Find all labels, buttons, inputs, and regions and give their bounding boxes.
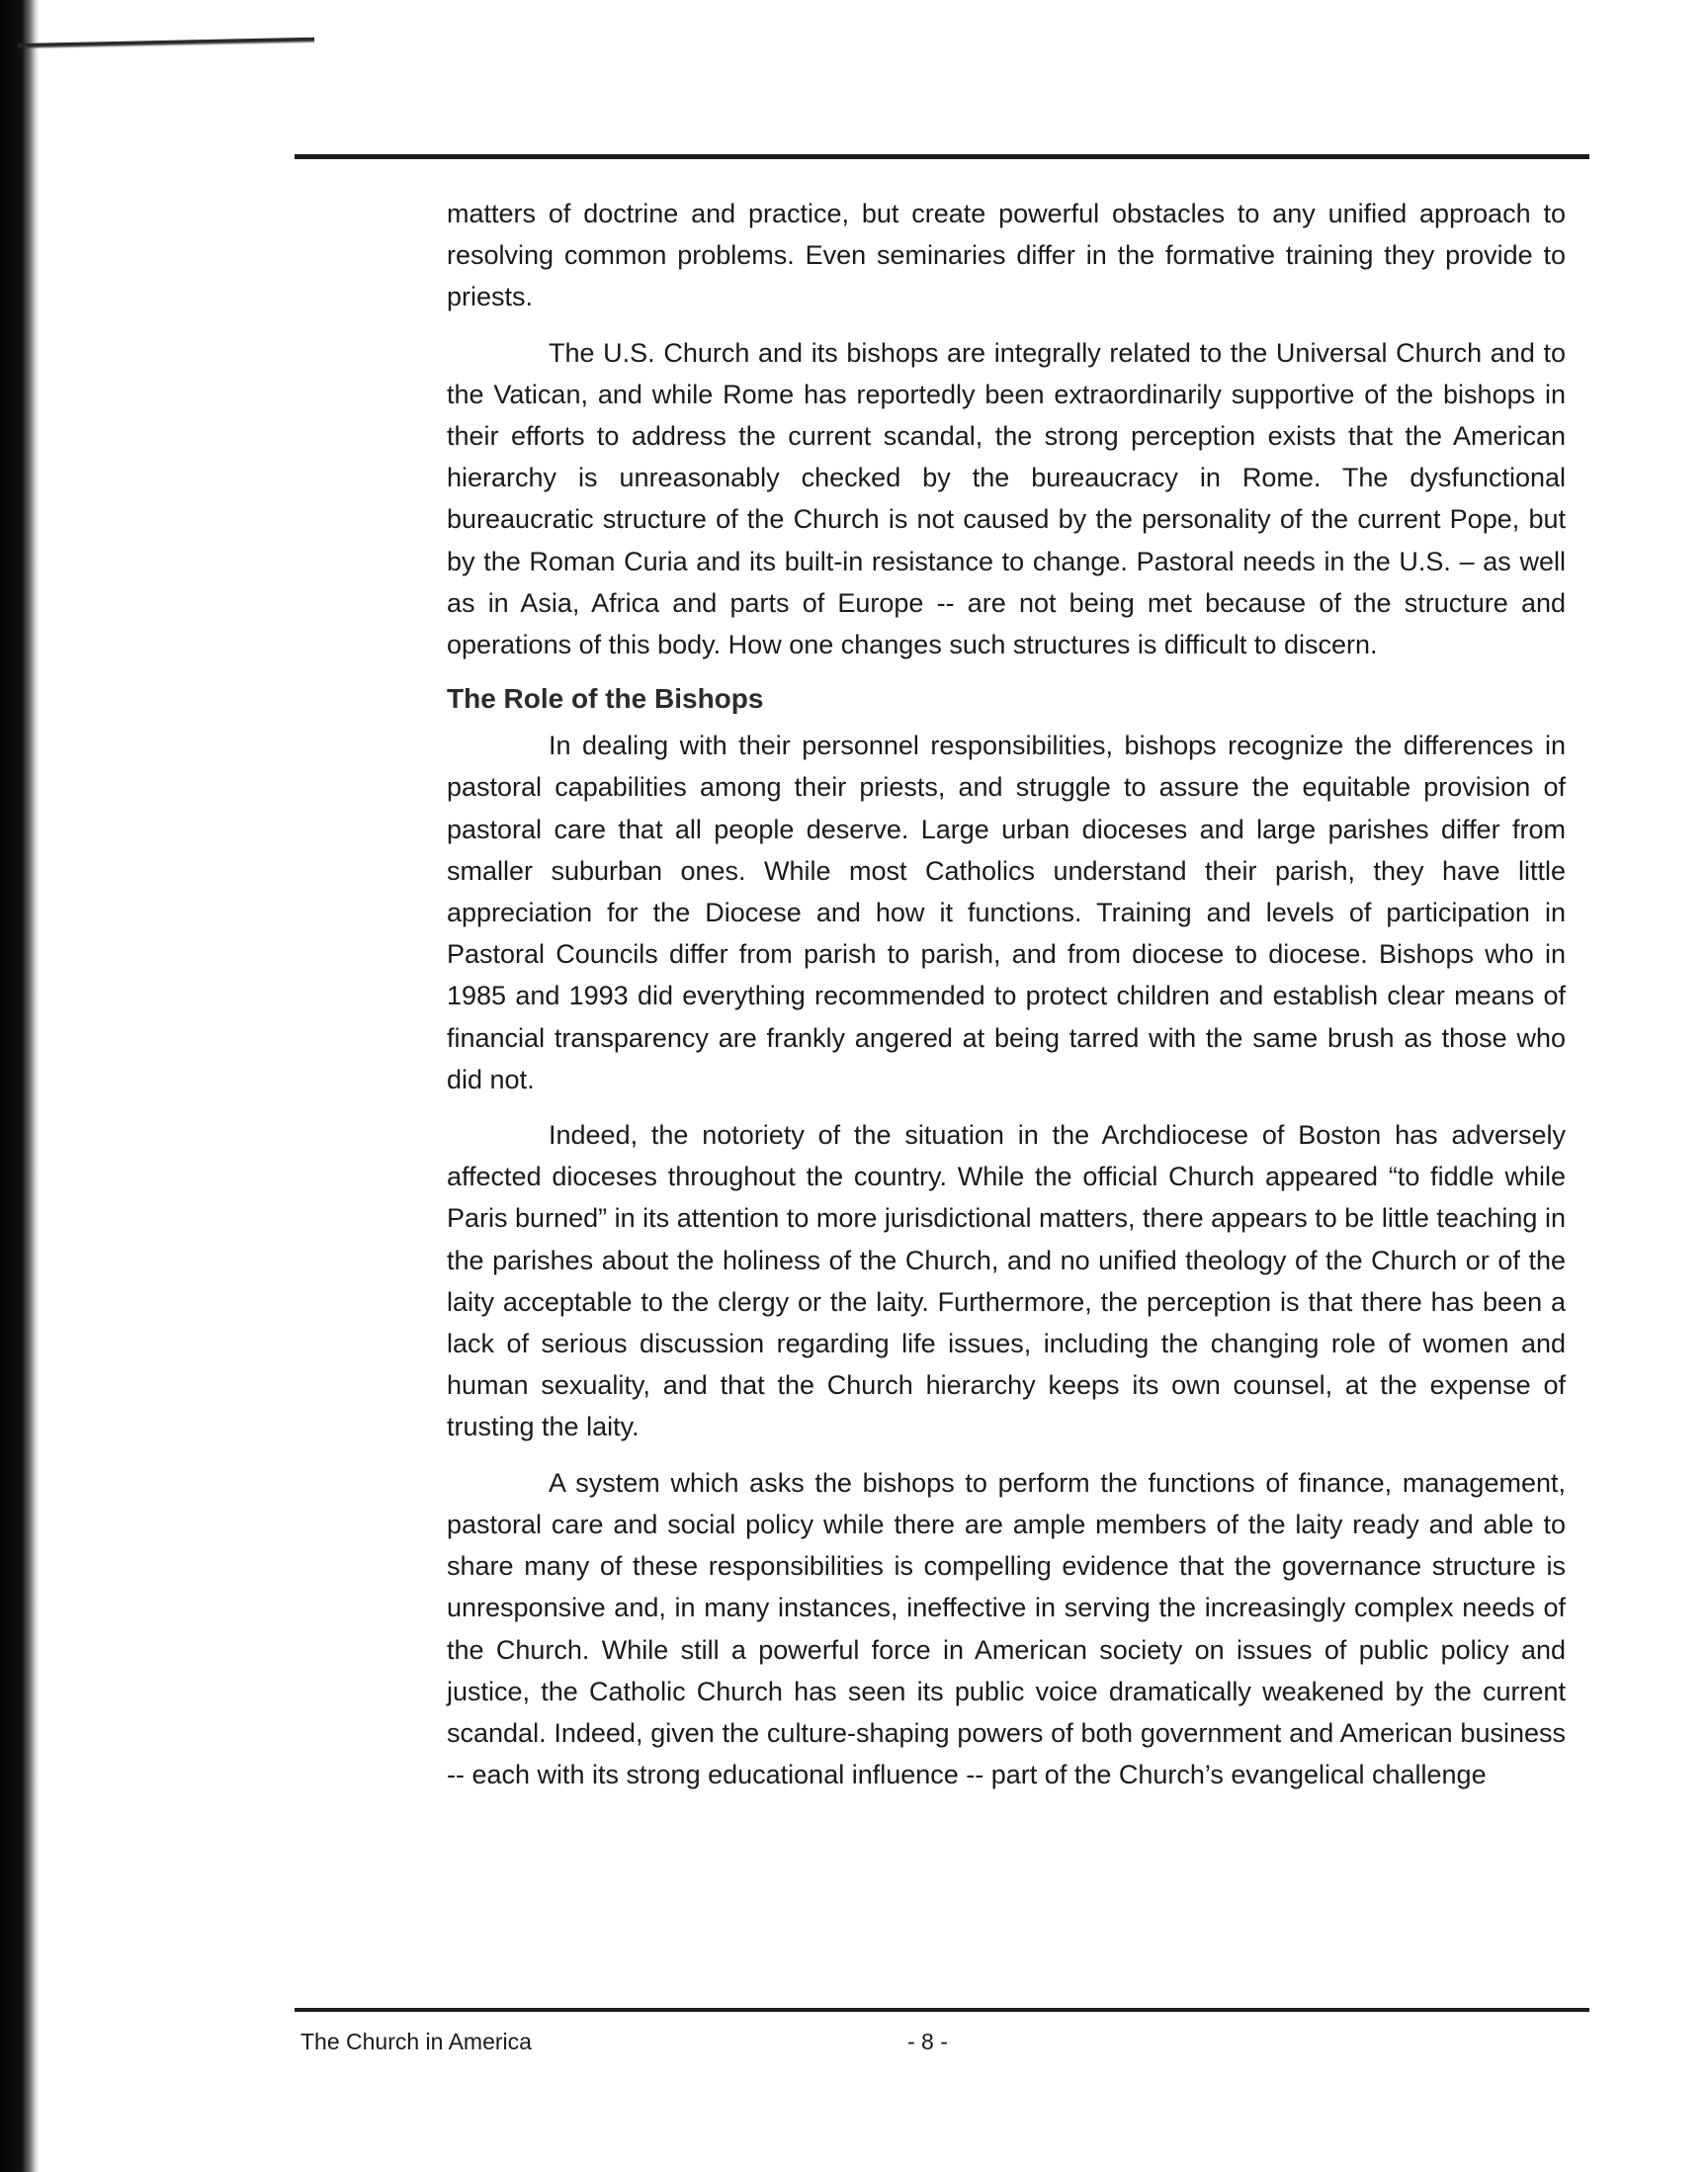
page-number: - 8 - [907,2029,948,2054]
paragraph-continued: matters of doctrine and practice, but create powerful obstacles to any unified approach to resolving common problems. Even seminaries differ in the formative training they provide to priests. [447,199,1566,312]
footer-rule [295,2008,1589,2012]
paragraph-boston: Indeed, the notoriety of the situation in the Archdiocese of Boston has adversely affected dioceses throughout the country. While the official Church appeared “to fiddle while Paris burned” in its attention to more jurisdictional matters, there appears to be little teaching in the parishes about the holiness of the Church, and no unified theology of the Church or of the laity acceptable to the clergy or the laity. Furthermore, the perception is that there has been a lack of serious discussion regarding life issues, including the changing role of women and human sexuality, and that the Church hierarchy keeps its own counsel, at the expense of trusting the laity. [447,1120,1566,1442]
section-heading: The Role of the Bishops [447,683,764,715]
page-body [447,193,1566,1809]
scan-shadow-edge [0,0,40,2172]
footer-title: The Church in America [300,2029,532,2054]
paragraph-personnel: In dealing with their personnel responsibilities, bishops recognize the differences in pastoral capabilities among their priests, and struggle to assure the equitable provision of pastoral care that all people deserve. Large urban dioceses and large parishes differ from smaller suburban ones. While most Catholics understand their parish, they have little appreciation for the Diocese and how it functions. Training and levels of participation in Pastoral Councils differ from parish to parish, and from diocese to diocese. Bishops who in 1985 and 1993 did everything recommended to protect children and establish clear means of financial transparency are frankly angered at being tarred with the same brush as those who did not. [447,731,1566,1094]
paragraph-governance: A system which asks the bishops to perform the functions of finance, management, pastoral care and social policy while there are ample members of the laity ready and able to share many of these responsibilities is compelling evidence that the governance structure is unresponsive and, in many instances, ineffective in serving the increasingly complex needs of the Church. While still a powerful force in American society on issues of public policy and justice, the Catholic Church has seen its public voice dramatically weakened by the current scandal. Indeed, given the culture-shaping powers of both government and American business -- each with its strong educational influence -- part of the Church’s evangelical challenge [447,1467,1566,1790]
header-rule [295,154,1589,159]
paragraph-us-church: The U.S. Church and its bishops are integrally related to the Universal Church and to the Vatican, and while Rome has reportedly been extraordinarily supportive of the bishops in their efforts to address the current scandal, the strong perception exists that the American hierarchy is unreasonably checked by the bureaucracy in Rome. The dysfunctional bureaucratic structure of the Church is not caused by the personality of the current Pope, but by the Roman Curia and its built-in resistance to change. Pastoral needs in the U.S. – as well as in Asia, Africa and parts of Europe -- are not being met because of the structure and operations of this body. How one changes such structures is difficult to discern. [447,337,1566,660]
scan-corner-mark [18,38,314,57]
